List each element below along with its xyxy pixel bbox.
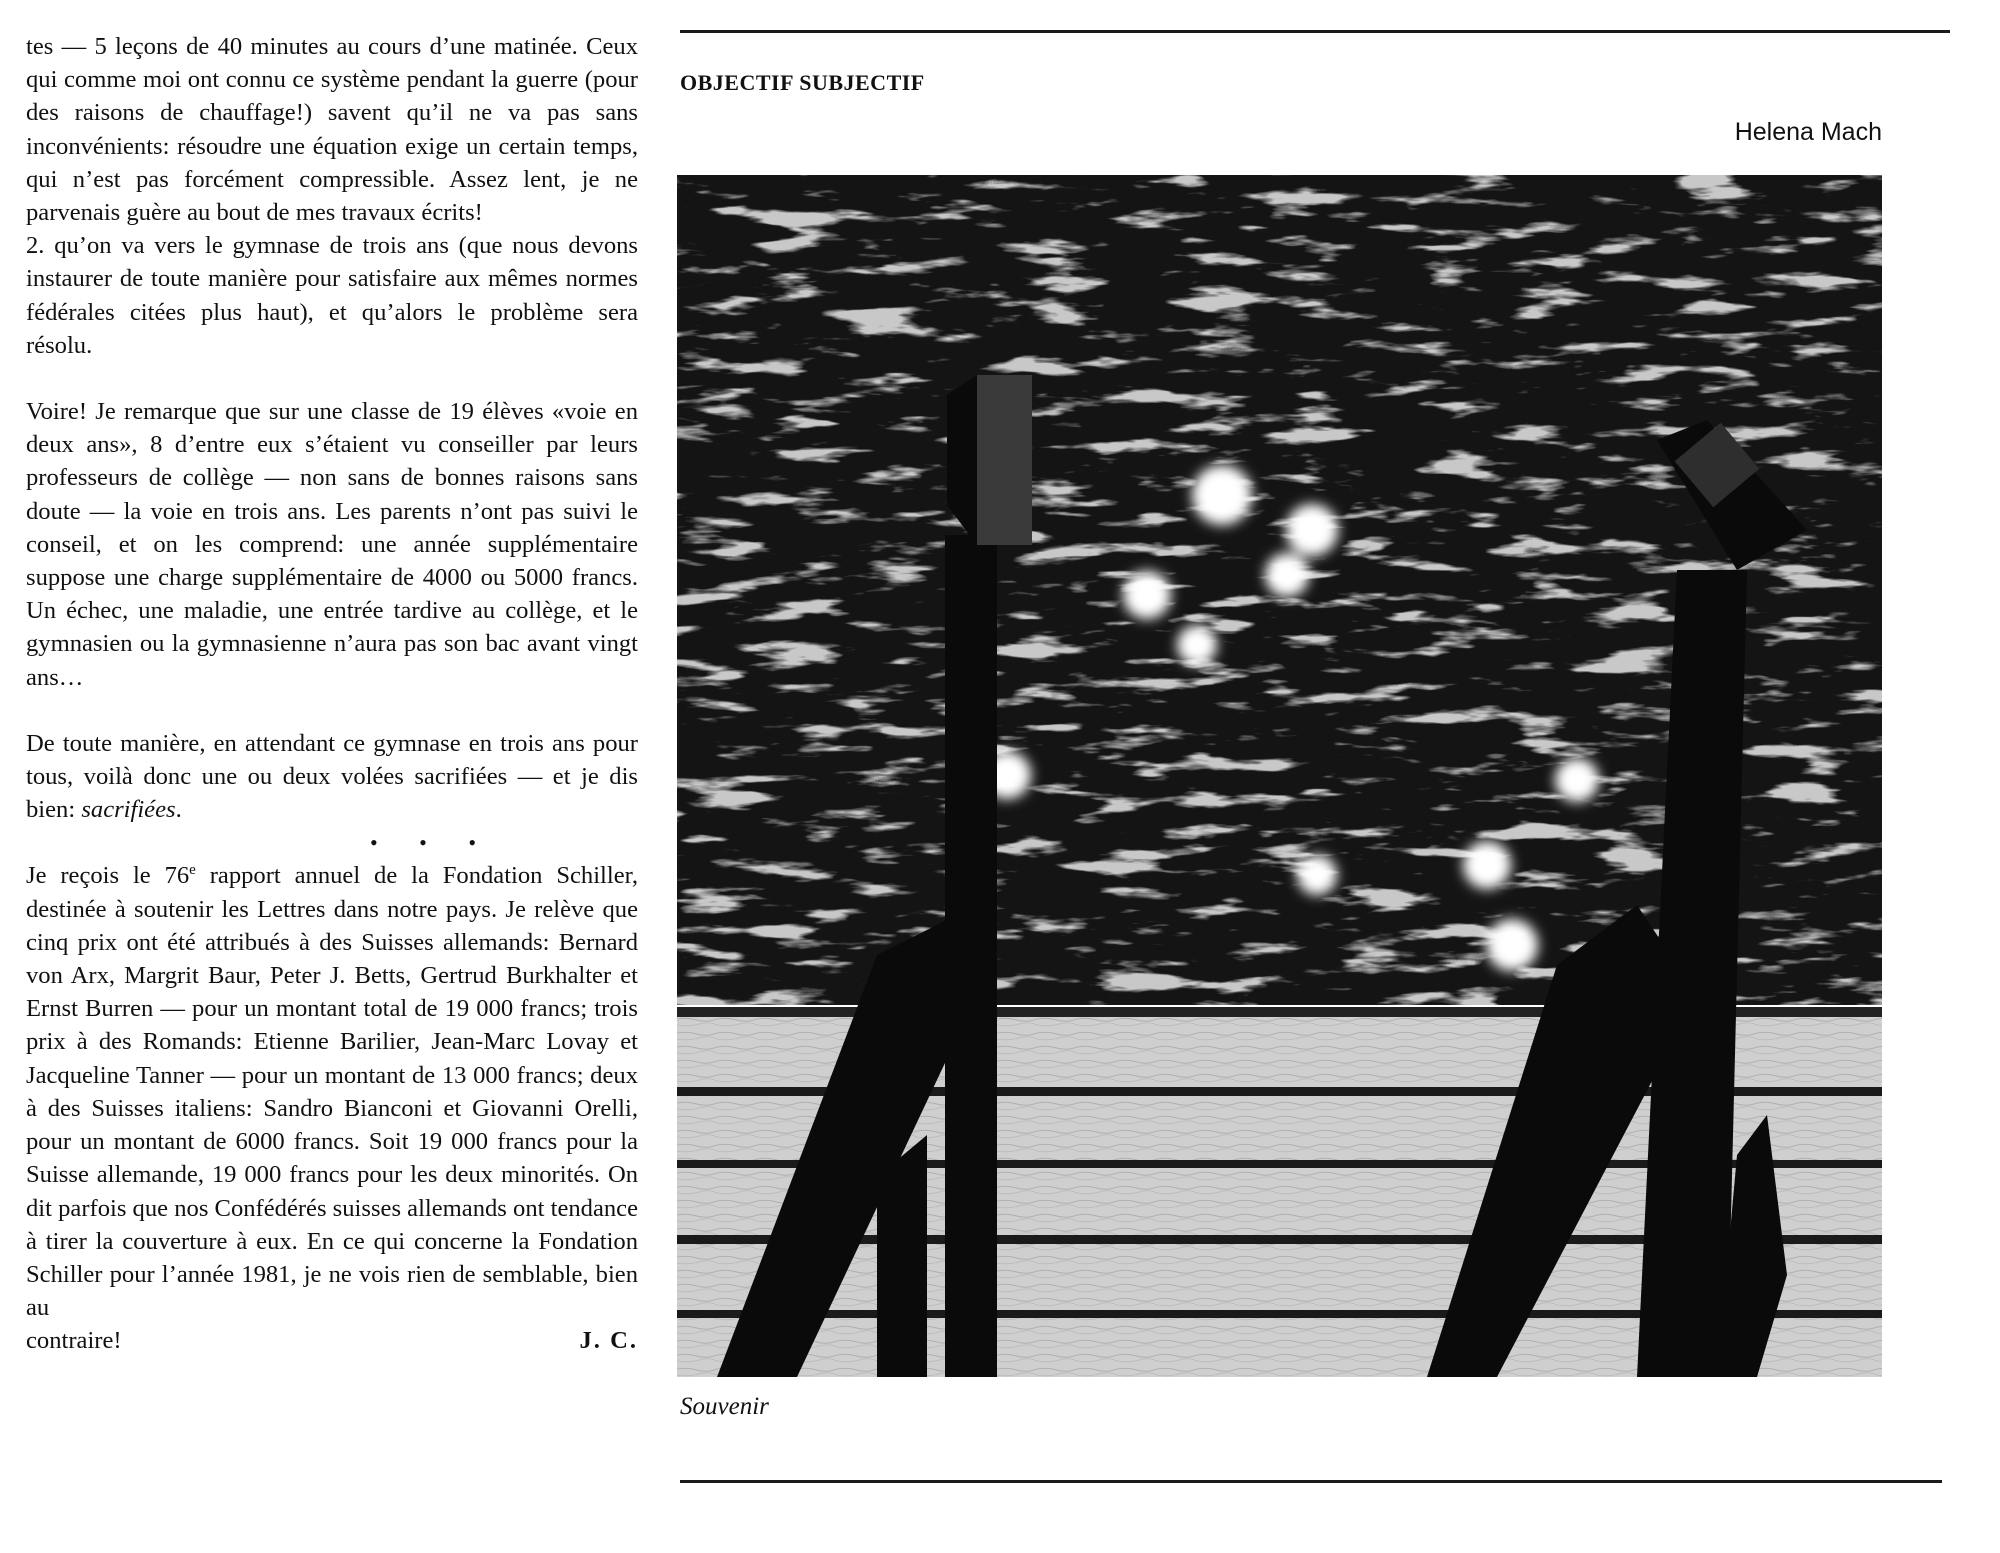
photo-caption: Souvenir	[680, 1393, 769, 1420]
paragraph: Voire! Je remarque que sur une classe de 19 élèves «voie en deux ans», 8 d’entre eux s’étaient vu conseiller par leurs professeurs de collège — non sans de bonnes raisons sans doute — la voie en trois ans. Les parents n’ont pas suivi le conseil, et on les comprend: une année supplémentaire suppose une charge supplémentaire de 4000 ou 5000 francs. Un échec, une maladie, une entrée tardive au collège, et le gymnasien ou la gymnasienne n’aura pas son bac avant vingt ans…	[26, 398, 638, 691]
photograph	[677, 175, 1882, 1377]
light-glint	[1265, 553, 1309, 597]
top-rule	[680, 30, 1950, 33]
column-title: OBJECTIF SUBJECTIF	[680, 70, 925, 95]
section-separator: • • •	[369, 830, 495, 856]
article-text-column	[26, 30, 638, 1358]
light-glint	[1123, 571, 1171, 619]
paragraph-text: De toute manière, en attendant ce gymnase en trois ans pour tous, voilà donc une ou deux volées sacrifiées — et je dis bien:	[26, 729, 638, 824]
emphasis-text: sacrifiées	[81, 796, 176, 824]
light-glint	[1286, 504, 1338, 556]
light-glint	[1555, 758, 1599, 802]
light-glint	[1297, 855, 1337, 895]
paragraph	[26, 859, 638, 1324]
paragraph-text: Je reçois le 76	[26, 862, 190, 890]
light-glint	[1486, 919, 1538, 971]
bottom-rule	[680, 1480, 1942, 1483]
paragraph: 2. qu’on va vers le gymnase de trois ans (que nous devons instaurer de toute manière pour satisfaire aux mêmes normes fédérales citées plus haut), et qu’alors le problème sera résolu.	[26, 232, 638, 359]
light-glint	[1177, 625, 1217, 665]
superscript: e	[189, 862, 196, 879]
author-signature: J. C.	[579, 1327, 638, 1355]
light-glint	[1192, 465, 1252, 525]
paragraph	[26, 727, 638, 827]
light-glint	[1463, 841, 1511, 889]
photo-author: Helena Mach	[1734, 118, 1882, 146]
closing-line	[26, 1324, 638, 1357]
paragraph: tes — 5 leçons de 40 minutes au cours d’une matinée. Ceux qui comme moi ont connu ce système pendant la guerre (pour des raisons de chauffage!) savent qu’il ne va pas sans inconvénients: résoudre une équation exige un certain temps, qui n’est pas forcément compressible. Assez lent, je ne parvenais guère au bout de mes travaux écrits!	[26, 33, 638, 227]
closing-word: contraire!	[26, 1327, 122, 1355]
paragraph-text: .	[175, 796, 182, 824]
paragraph-text: rapport annuel de la Fondation Schiller, destinée à soutenir les Lettres dans notre pays. Je relève que cinq prix ont été attribués à des Suisses allemands: Bernard von Arx, Margrit Baur, Peter J. Betts, Gertrud Burkhalter et Ernst Burren — pour un montant total de 19 000 francs; trois prix à des Romands: Etienne Barilier, Jean-Marc Lovay et Jacqueline Tanner — pour un montant de 13 000 francs; deux à des Suisses italiens: Sandro Bianconi et Giovanni Orelli, pour un montant de 6000 francs. Soit 19 000 francs pour la Suisse allemande, 19 000 francs pour les deux minorités. On dit parfois que nos Confédérés suisses allemands ont tendance à tirer la couverture à eux. En ce qui concerne la Fondation Schiller pour l’année 1981, je ne vois rien de semblable, bien au	[26, 862, 638, 1322]
